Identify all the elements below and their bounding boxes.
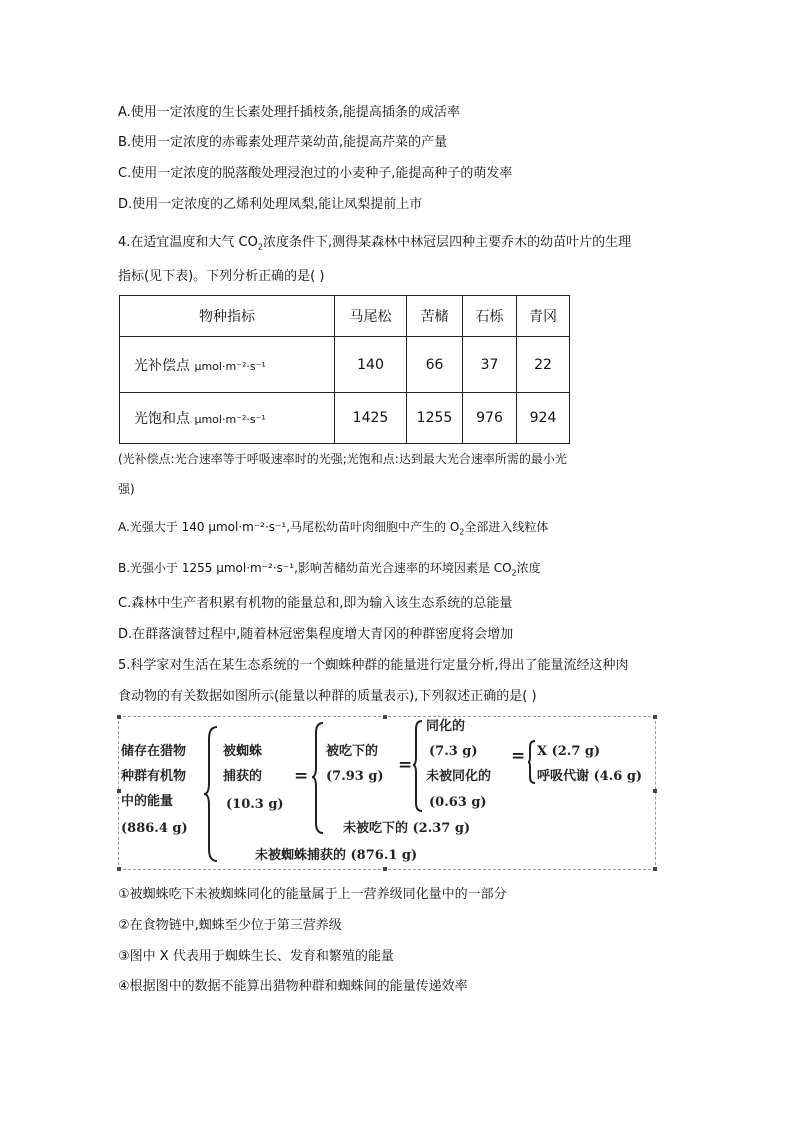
diagram-handle[interactable] [117,789,121,793]
table-header-cell: 苦槠 [407,296,463,337]
table-cell: 66 [407,337,463,393]
eaten-label: 被吃下的 [326,744,379,759]
caught-label: 捕获的 [223,769,263,784]
q3-option-c: C.使用一定浓度的脱落酸处理浸泡过的小麦种子,能提高种子的萌发率 [118,166,513,181]
q4-stem-line2: 指标(见下表)。下列分析正确的是( ) [118,269,325,284]
q4-option-c: C.森林中生产者积累有机物的能量总和,即为输入该生态系统的总能量 [118,596,513,611]
row-label-cell [120,393,335,444]
energy-flow-diagram [118,716,656,870]
table-note-line1: (光补偿点:光合速率等于呼吸速率时的光强;光饱和点:达到最大光合速率所需的最小光 [118,452,567,466]
equals-sign: = [294,766,309,786]
table-cell: 924 [517,393,570,444]
not-caught: 未被蜘蛛捕获的 (876.1 g) [255,848,418,863]
diagram-handle[interactable] [383,715,387,719]
table-row [120,393,570,444]
diagram-handle[interactable] [383,867,387,871]
diagram-handle[interactable] [653,867,657,871]
table-cell: 22 [517,337,570,393]
physiology-table [119,295,570,444]
q3-option-d: D.使用一定浓度的乙烯利处理凤梨,能让凤梨提前上市 [118,197,423,212]
row-label: 光补偿点 [134,357,190,374]
q5-stem-line1: 5.科学家对生活在某生态系统的一个蜘蛛种群的能量进行定量分析,得出了能量流经这种肉 [118,658,629,673]
q5-stem-line2: 食动物的有关数据如图所示(能量以种群的质量表示),下列叙述正确的是( ) [118,689,537,704]
stored-energy-label: 种群有机物 [121,769,187,784]
q4-option-d: D.在群落演替过程中,随着林冠密集程度增大青冈的种群密度将会增加 [118,627,514,642]
stored-energy-value: (886.4 g) [121,821,188,836]
caught-value: (10.3 g) [226,797,284,812]
table-header-row [120,296,570,337]
q4-option-a [118,518,548,541]
q3-option-b: B.使用一定浓度的赤霉素处理芹菜幼苗,能提高芹菜的产量 [118,135,448,150]
q5-statement: ③图中 X 代表用于蜘蛛生长、发育和繁殖的能量 [118,949,394,964]
assimilated-label: 同化的 [426,719,466,734]
table-header-cell: 马尾松 [335,296,407,337]
diagram-handle[interactable] [117,715,121,719]
respiration-energy: 呼吸代谢 (4.6 g) [537,769,643,784]
table-header-cell: 物种指标 [120,296,335,337]
q4-option-b-text: B.光强小于 1255 μmol·m⁻²·s⁻¹,影响苦槠幼苗光合速率的环境因素是 CO [118,561,512,575]
table-cell: 976 [463,393,517,444]
caught-label: 被蜘蛛 [223,744,263,759]
equals-sign: = [511,746,526,766]
equals-sign: = [398,755,413,775]
x-energy: X (2.7 g) [537,744,601,759]
q5-statement: ④根据图中的数据不能算出猎物种群和蜘蛛间的能量传递效率 [118,979,468,994]
q4-stem-line1 [118,234,631,257]
q4-option-a-tail: 全部进入线粒体 [464,520,549,534]
row-unit: μmol·m⁻²·s⁻¹ [194,359,266,373]
q4-option-b-tail: 浓度 [516,561,541,575]
table-row [120,337,570,393]
usage-brace [527,739,537,785]
assimilated-value: (7.3 g) [429,744,478,759]
row-label: 光饱和点 [134,411,190,427]
q4-stem-part-a: 4.在适宜温度和大气 CO [118,235,258,250]
unassimilated-value: (0.63 g) [429,795,487,810]
row-label-cell [120,337,335,393]
table-header-cell: 青冈 [517,296,570,337]
table-header-cell: 石栎 [463,296,517,337]
table-cell: 1255 [407,393,463,444]
table-cell: 37 [463,337,517,393]
q5-statement: ②在食物链中,蜘蛛至少位于第三营养级 [118,918,342,933]
row-unit: μmol·m⁻²·s⁻¹ [194,413,266,426]
table-note-line2: 强) [118,482,135,496]
unassimilated-label: 未被同化的 [426,769,492,784]
co2-subscript: 2 [511,568,517,578]
not-eaten: 未被吃下的 (2.37 g) [343,821,471,836]
left-brace [203,725,219,863]
q5-statement: ①被蜘蛛吃下未被蜘蛛同化的能量属于上一营养级同化量中的一部分 [118,887,507,902]
stored-energy-label: 中的能量 [121,794,174,809]
eaten-value: (7.93 g) [326,769,384,784]
q4-stem-part-b: 浓度条件下,测得某森林中林冠层四种主要乔木的幼苗叶片的生理 [262,235,632,250]
stored-energy-label: 储存在猎物 [121,744,187,759]
assimilation-brace [412,719,424,813]
q4-option-a-text: A.光强大于 140 μmol·m⁻²·s⁻¹,马尾松幼苗叶肉细胞中产生的 O [118,520,460,534]
q4-option-b [118,559,541,582]
co2-subscript: 2 [257,242,263,252]
eaten-brace [311,721,325,835]
table-cell: 1425 [335,393,407,444]
o2-subscript: 2 [459,527,465,537]
q3-option-a: A.使用一定浓度的生长素处理扦插枝条,能提高插条的成活率 [118,105,460,120]
diagram-handle[interactable] [653,715,657,719]
table-cell: 140 [335,337,407,393]
diagram-handle[interactable] [653,789,657,793]
diagram-handle[interactable] [117,867,121,871]
